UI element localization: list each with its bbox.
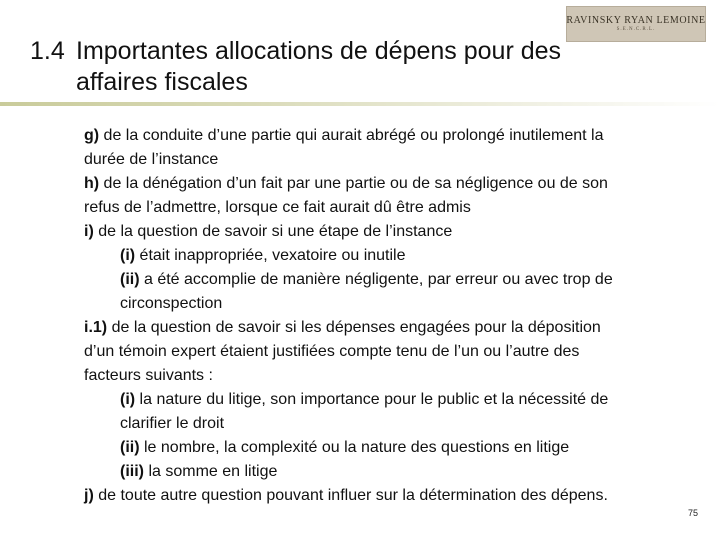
item-text: la nature du litige, son importance pour le public et la nécessité de xyxy=(135,391,609,408)
item-text-continued: durée de l’instance xyxy=(84,151,219,168)
item-text: était inappropriée, vexatoire ou inutile xyxy=(135,247,406,264)
list-item-i xyxy=(84,220,684,244)
item-text-continued: clarifier le droit xyxy=(120,415,225,432)
item-text-continued: refus de l’admettre, lorsque ce fait aurait dû être admis xyxy=(84,199,471,216)
item-text: la somme en litige xyxy=(144,463,278,480)
sub-item-i-ii xyxy=(84,268,684,316)
item-text-continued: d’un témoin expert étaient justifiées compte tenu de l’un ou l’autre des xyxy=(84,343,580,360)
list-item-g xyxy=(84,124,684,172)
list-item-h xyxy=(84,172,684,220)
list-item-j xyxy=(84,484,684,508)
logo-tagline: S.E.N.C.R.L. xyxy=(616,27,656,32)
sub-item-i1-ii xyxy=(84,436,684,460)
item-text: de toute autre question pouvant influer sur la détermination des dépens. xyxy=(93,487,608,504)
title-divider xyxy=(0,102,720,106)
item-text-continued: circonspection xyxy=(120,295,223,312)
item-label: i.1) xyxy=(84,319,108,336)
item-text: de la question de savoir si les dépenses engagées pour la déposition xyxy=(107,319,601,336)
item-text: de la conduite d’une partie qui aurait abrégé ou prolongé inutilement la xyxy=(99,127,604,144)
logo-name: RAVINSKY RYAN LEMOINE xyxy=(566,15,706,26)
slide-body xyxy=(84,124,684,508)
sub-item-i1-iii xyxy=(84,460,684,484)
item-label: g) xyxy=(84,127,100,144)
sub-item-i-i xyxy=(84,244,684,268)
title-line-2: affaires fiscales xyxy=(76,68,248,96)
slide-title xyxy=(30,36,690,98)
item-text: de la question de savoir si une étape de l’instance xyxy=(93,223,453,240)
item-text: de la dénégation d’un fait par une partie ou de sa négligence ou de son xyxy=(99,175,608,192)
item-label: h) xyxy=(84,175,100,192)
item-label: (i) xyxy=(120,391,136,408)
item-label: (iii) xyxy=(120,463,144,480)
list-item-i1 xyxy=(84,316,684,388)
title-line-1: Importantes allocations de dépens pour des xyxy=(76,37,562,65)
section-number: 1.4 xyxy=(30,37,65,65)
item-label: (i) xyxy=(120,247,136,264)
item-text-continued-2: facteurs suivants : xyxy=(84,367,213,384)
page-number: 75 xyxy=(687,508,698,518)
item-label: (ii) xyxy=(120,439,140,456)
item-text: a été accomplie de manière négligente, par erreur ou avec trop de xyxy=(139,271,613,288)
item-label: i) xyxy=(84,223,94,240)
item-label: (ii) xyxy=(120,271,140,288)
item-text: le nombre, la complexité ou la nature des questions en litige xyxy=(139,439,570,456)
sub-item-i1-i xyxy=(84,388,684,436)
item-label: j) xyxy=(84,487,94,504)
